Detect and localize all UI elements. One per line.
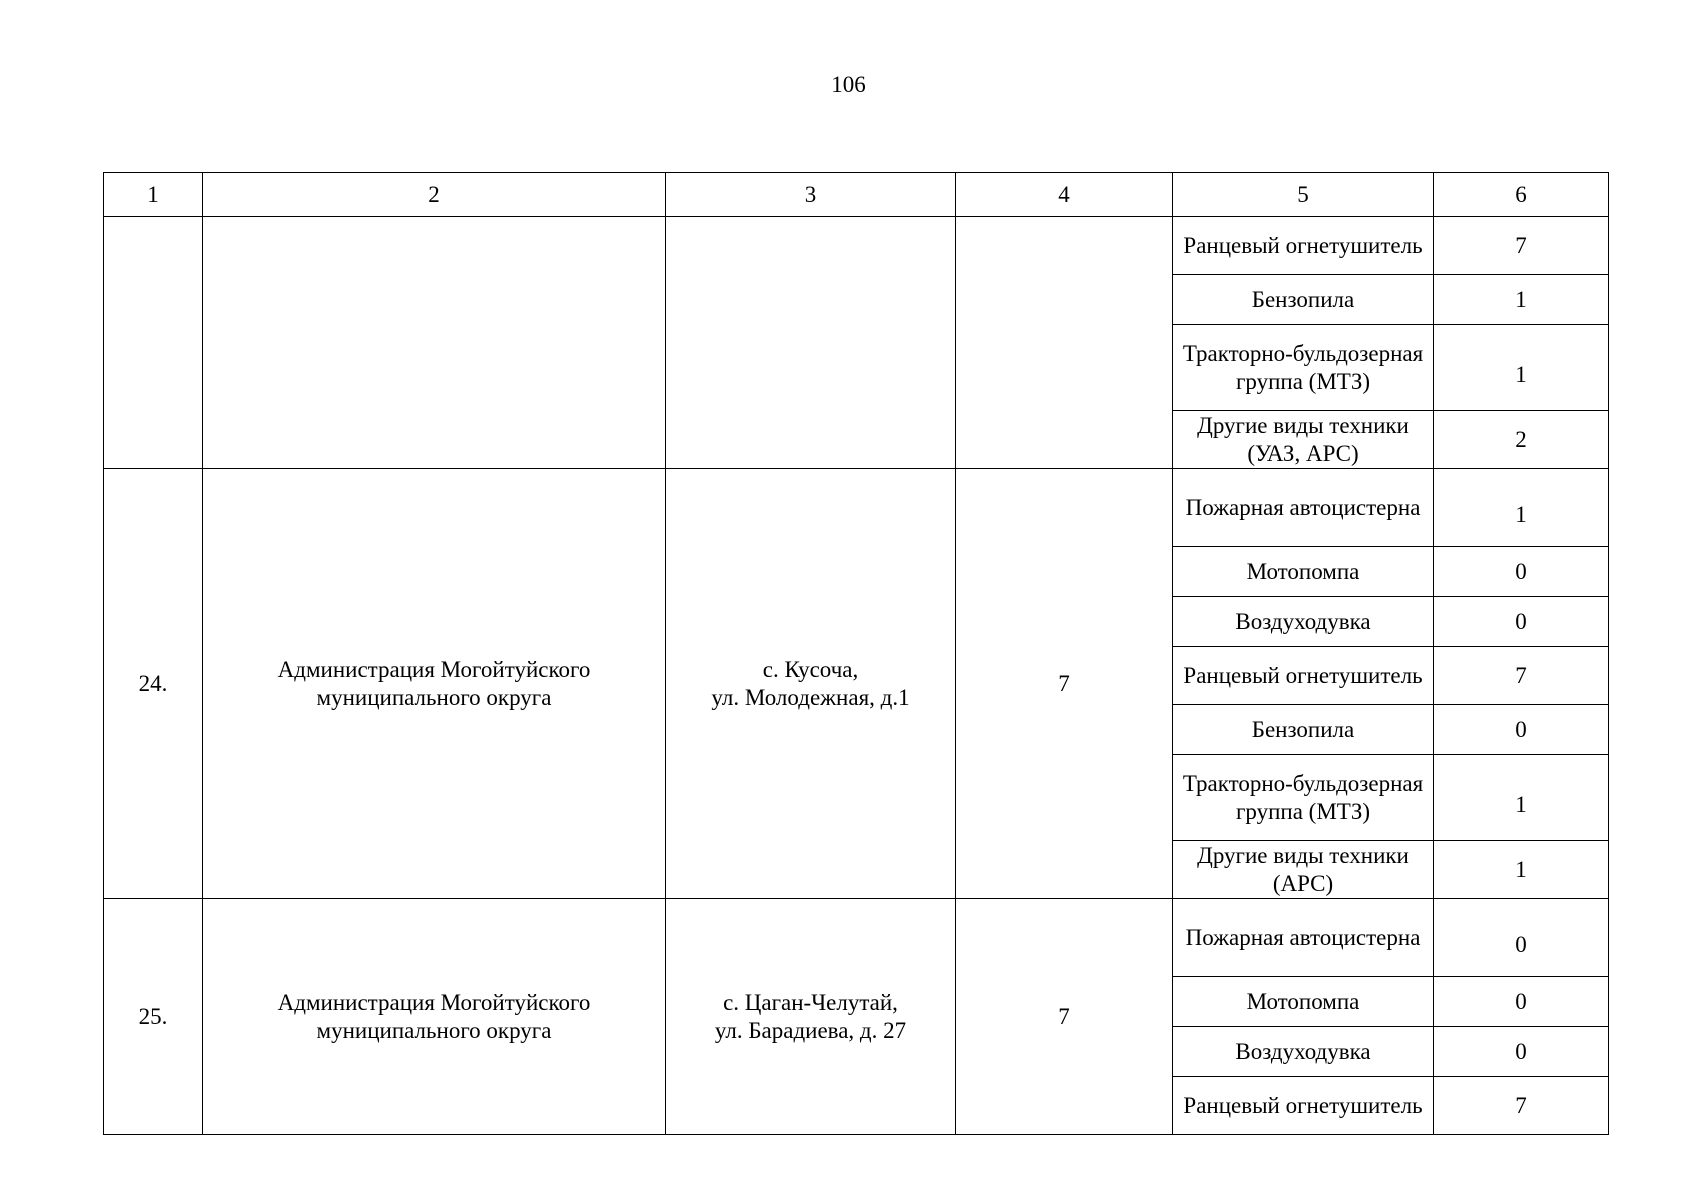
address-cell	[666, 469, 956, 899]
equipment-name-cell	[1173, 597, 1434, 647]
equipment-name-cell	[1173, 469, 1434, 547]
address-line: с. Кусоча,	[762, 656, 859, 682]
equipment-name: Бензопила	[1251, 716, 1355, 742]
address-line: с. Цаган-Челутай,	[723, 989, 898, 1015]
equipment-name-cell	[1173, 647, 1434, 705]
equipment-qty: 0	[1434, 1027, 1609, 1077]
equipment-qty: 0	[1434, 899, 1609, 977]
header-col-1: 1	[104, 173, 203, 217]
equipment-name: Ранцевый огнетушитель	[1183, 662, 1423, 688]
equipment-qty: 7	[1434, 1077, 1609, 1135]
header-col-4: 4	[956, 173, 1173, 217]
entry-number: 24.	[104, 469, 203, 899]
equipment-qty: 1	[1434, 275, 1609, 325]
equipment-qty: 1	[1434, 841, 1609, 899]
equipment-qty: 1	[1434, 469, 1609, 547]
equipment-name-cell	[1173, 1027, 1434, 1077]
equipment-name-cell	[1173, 899, 1434, 977]
equipment-qty: 7	[1434, 217, 1609, 275]
equipment-name: Мотопомпа	[1246, 558, 1360, 584]
equipment-name: Другие виды техники (УАЗ, АРС)	[1197, 412, 1409, 466]
equipment-name: Тракторно-бульдозерная группа (МТЗ)	[1182, 770, 1424, 824]
equipment-name-cell	[1173, 411, 1434, 469]
equipment-qty: 0	[1434, 977, 1609, 1027]
organization-name: Администрация Могойтуйского муниципального округа	[203, 469, 666, 899]
table-row	[104, 217, 1609, 275]
address-cell	[666, 899, 956, 1135]
table-row	[104, 899, 1609, 977]
header-row	[104, 173, 1609, 217]
equipment-name: Воздуходувка	[1235, 608, 1371, 634]
entry-number: 25.	[104, 899, 203, 1135]
equipment-name: Пожарная автоцистерна	[1185, 494, 1421, 520]
equipment-table	[103, 172, 1609, 1135]
continuation-count-cell	[956, 217, 1173, 469]
page-number: 106	[831, 72, 866, 97]
equipment-qty: 7	[1434, 647, 1609, 705]
header-col-2: 2	[203, 173, 666, 217]
address-line: ул. Барадиева, д. 27	[714, 1017, 907, 1043]
continuation-address-cell	[666, 217, 956, 469]
equipment-name-cell	[1173, 841, 1434, 899]
equipment-qty: 1	[1434, 325, 1609, 411]
equipment-qty: 0	[1434, 597, 1609, 647]
equipment-name-cell	[1173, 705, 1434, 755]
equipment-name: Воздуходувка	[1235, 1038, 1371, 1064]
header-col-5: 5	[1173, 173, 1434, 217]
equipment-name-cell	[1173, 755, 1434, 841]
organization-name: Администрация Могойтуйского муниципального округа	[203, 899, 666, 1135]
equipment-name: Мотопомпа	[1246, 988, 1360, 1014]
equipment-name: Ранцевый огнетушитель	[1183, 1092, 1423, 1118]
equipment-name-cell	[1173, 325, 1434, 411]
table-row	[104, 469, 1609, 547]
equipment-name: Бензопила	[1251, 286, 1355, 312]
continuation-number-cell	[104, 217, 203, 469]
equipment-qty: 1	[1434, 755, 1609, 841]
count-cell: 7	[956, 899, 1173, 1135]
equipment-name-cell	[1173, 977, 1434, 1027]
equipment-name-cell	[1173, 1077, 1434, 1135]
equipment-name: Пожарная автоцистерна	[1185, 924, 1421, 950]
equipment-name: Ранцевый огнетушитель	[1183, 232, 1423, 258]
equipment-name-cell	[1173, 547, 1434, 597]
equipment-name: Тракторно-бульдозерная группа (МТЗ)	[1182, 340, 1424, 394]
count-cell: 7	[956, 469, 1173, 899]
equipment-name-cell	[1173, 217, 1434, 275]
header-col-6: 6	[1434, 173, 1609, 217]
address-line: ул. Молодежная, д.1	[711, 684, 910, 710]
header-col-3: 3	[666, 173, 956, 217]
equipment-qty: 2	[1434, 411, 1609, 469]
equipment-name-cell	[1173, 275, 1434, 325]
equipment-qty: 0	[1434, 705, 1609, 755]
equipment-qty: 0	[1434, 547, 1609, 597]
equipment-name: Другие виды техники (АРС)	[1197, 842, 1409, 896]
continuation-organization-cell	[203, 217, 666, 469]
